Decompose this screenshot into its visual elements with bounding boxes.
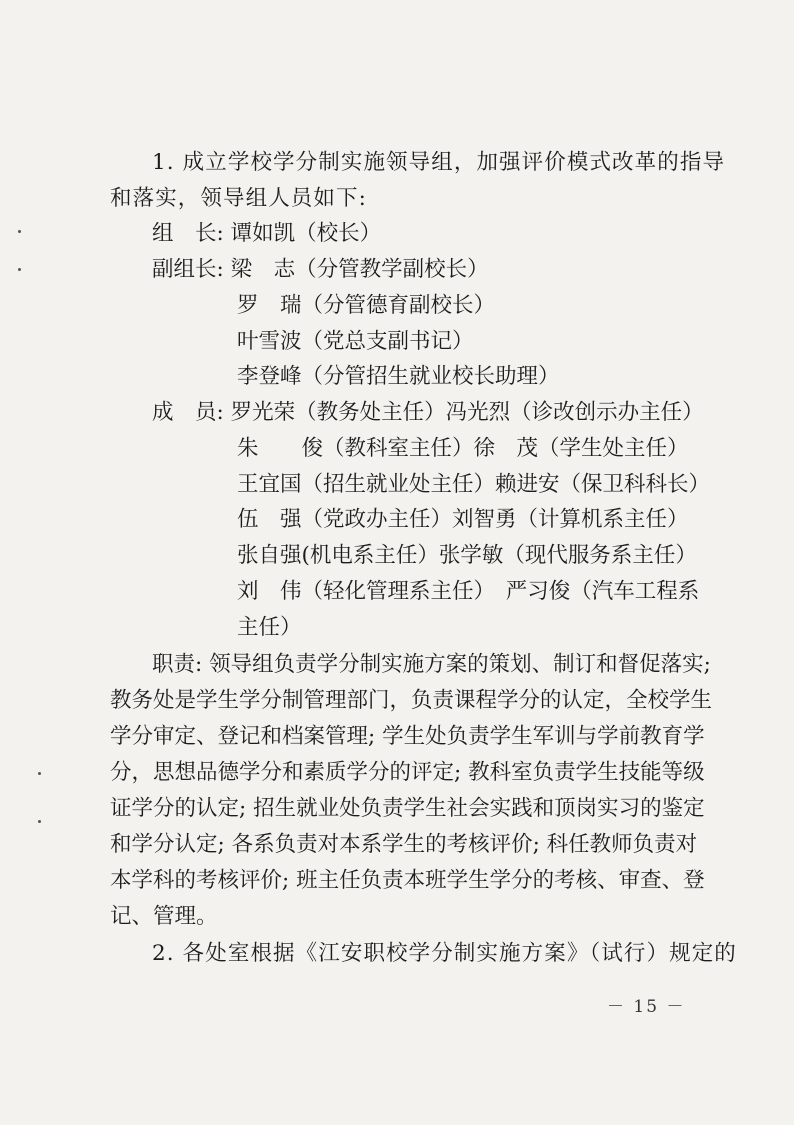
duties-line-8: 记、管理。: [110, 904, 218, 929]
members-line-6: 刘 伟（轻化管理系主任） 严习俊（汽车工程系: [237, 579, 700, 604]
duties-line-5: 证学分的认定; 招生就业处负责学生社会实践和顶岗实习的鉴定: [110, 796, 705, 821]
members-line-7: 主任）: [237, 615, 302, 640]
duties-line-2: 教务处是学生学分制管理部门，负责课程学分的认定，全校学生: [110, 688, 713, 713]
page-number: － 15 －: [607, 997, 686, 1017]
scan-speck: [18, 268, 21, 271]
deputy-leader-line-4: 李登峰（分管招生就业校长助理）: [237, 364, 560, 389]
deputy-leader-line-1: 副组长: 梁 志（分管教学副校长）: [152, 257, 489, 282]
members-line-4: 伍 强（党政办主任）刘智勇（计算机系主任）: [237, 507, 689, 532]
members-line-1: 成 员: 罗光荣（教务处主任）冯光烈（诊改创示办主任）: [152, 400, 704, 425]
members-line-3: 王宜国（招生就业处主任）赖进安（保卫科科长）: [237, 472, 711, 497]
scan-speck: [38, 820, 41, 823]
paragraph-1-line-1: 1. 成立学校学分制实施领导组，加强评价模式改革的指导: [152, 150, 726, 175]
duties-line-7: 本学科的考核评价; 班主任负责本班学生学分的考核、审查、登: [110, 868, 705, 893]
duties-line-4: 分，思想品德学分和素质学分的评定; 教科室负责学生技能等级: [110, 760, 705, 785]
paragraph-1-line-2: 和落实，领导组人员如下:: [110, 186, 367, 211]
duties-line-6: 和学分认定; 各系负责对本系学生的考核评价; 科任教师负责对: [110, 832, 698, 857]
duties-line-3: 学分审定、登记和档案管理; 学生处负责学生军训与学前教育学: [110, 724, 705, 749]
duties-line-1: 职责: 领导组负责学分制实施方案的策划、制订和督促落实;: [152, 652, 711, 677]
members-line-2: 朱 俊（教科室主任）徐 茂（学生处主任）: [237, 436, 689, 461]
paragraph-2-line-1: 2. 各处室根据《江安职校学分制实施方案》（试行）规定的: [152, 941, 737, 966]
members-line-5: 张自强(机电系主任）张学敏（现代服务系主任）: [237, 543, 697, 568]
deputy-leader-line-2: 罗 瑞（分管德育副校长）: [237, 293, 496, 318]
deputy-leader-line-3: 叶雪波（党总支副书记）: [237, 329, 474, 354]
leader-line: 组 长: 谭如凯（校长）: [152, 221, 382, 246]
scan-speck: [18, 230, 21, 233]
scan-speck: [38, 772, 41, 775]
